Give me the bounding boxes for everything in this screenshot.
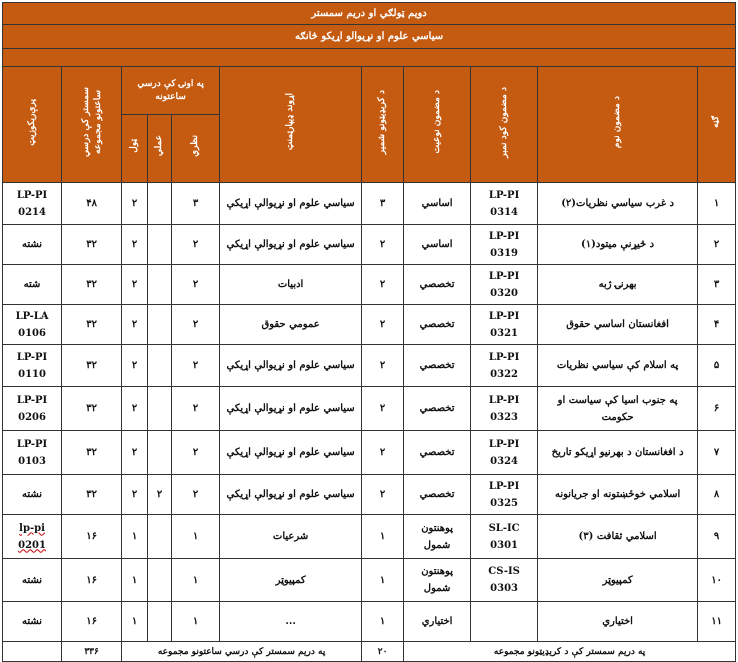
cell-total: ۲ (122, 431, 148, 475)
cell-subject-name: کمپیوټر (538, 559, 698, 602)
header-weekly-hours: په اونۍ کې درسي ساعتونه (122, 67, 220, 115)
table-row (3, 183, 736, 225)
cell-subject-code: SL-IC 0301 (471, 515, 538, 559)
cell-subject-type: تخصصي (404, 265, 471, 305)
cell-prerequisite: شته (3, 265, 62, 305)
cell-practical (148, 265, 172, 305)
cell-practical: ۲ (148, 475, 172, 515)
cell-num: ۸ (698, 475, 736, 515)
cell-subject-type: پوهنتون شمول (404, 559, 471, 602)
cell-semester-hours: ۱۶ (62, 515, 122, 559)
spacer-cell (3, 49, 736, 67)
cell-total: ۲ (122, 183, 148, 225)
cell-subject-name: اسلامي خوځښتونه او جریانونه (538, 475, 698, 515)
cell-semester-hours: ۱۶ (62, 602, 122, 642)
cell-subject-name: په جنوب اسیا کې سیاست او حکومت (538, 387, 698, 431)
cell-department: سیاسي علوم او نړیوالې اړیکې (220, 431, 362, 475)
cell-num: ۹ (698, 515, 736, 559)
table-row (3, 515, 736, 559)
cell-credits: ۱ (362, 602, 404, 642)
cell-total: ۲ (122, 265, 148, 305)
cell-num: ۲ (698, 225, 736, 265)
cell-total: ۲ (122, 475, 148, 515)
cell-subject-code: LP-PI 0325 (471, 475, 538, 515)
title-line-2: سیاسي علوم او نړیوالو اړیکو څانګه (3, 25, 736, 49)
cell-credits: ۲ (362, 475, 404, 515)
cell-practical (148, 345, 172, 387)
cell-num: ۶ (698, 387, 736, 431)
cell-subject-code: LP-PI 0319 (471, 225, 538, 265)
header-num: ګڼه (698, 67, 736, 183)
cell-credits: ۲ (362, 265, 404, 305)
cell-num: ۱۱ (698, 602, 736, 642)
cell-subject-type: تخصصي (404, 431, 471, 475)
cell-prerequisite: نشته (3, 602, 62, 642)
cell-subject-type: اساسي (404, 225, 471, 265)
header-prerequisite: پرې‌ریکوزیټ (3, 67, 62, 183)
cell-department: سیاسي علوم او نړیوالې اړیکې (220, 387, 362, 431)
cell-prerequisite: LP-PI 0214 (3, 183, 62, 225)
curriculum-sheet (2, 2, 735, 660)
cell-practical (148, 602, 172, 642)
cell-subject-code: LP-PI 0314 (471, 183, 538, 225)
cell-practical (148, 431, 172, 475)
cell-subject-code: LP-PI 0324 (471, 431, 538, 475)
cell-semester-hours: ۳۲ (62, 475, 122, 515)
cell-semester-hours: ۴۸ (62, 183, 122, 225)
header-subject-type: د مضمون نوعیت (404, 67, 471, 183)
title-line-1: دویم ټولګي او دریم سمستر (3, 3, 736, 25)
cell-department: سیاسي علوم او نړیوالې اړیکې (220, 225, 362, 265)
cell-theory: ۲ (172, 345, 220, 387)
table-row (3, 602, 736, 642)
table-row (3, 345, 736, 387)
cell-subject-code (471, 602, 538, 642)
cell-practical (148, 559, 172, 602)
header-practical: عملي (148, 115, 172, 183)
cell-total: ۱ (122, 515, 148, 559)
cell-total: ۲ (122, 225, 148, 265)
summary-credits-total: ۲۰ (362, 642, 404, 662)
cell-subject-name: د افغانستان د بهرنیو اړیکو تاریخ (538, 431, 698, 475)
cell-theory: ۲ (172, 305, 220, 345)
cell-total: ۲ (122, 387, 148, 431)
header-subject-code: د مضمون کود نمبر (471, 67, 538, 183)
cell-subject-type: تخصصي (404, 305, 471, 345)
cell-subject-type: تخصصي (404, 345, 471, 387)
cell-theory: ۲ (172, 431, 220, 475)
cell-prerequisite: نشته (3, 559, 62, 602)
cell-credits: ۳ (362, 183, 404, 225)
title-row-2 (3, 25, 736, 49)
table-row (3, 431, 736, 475)
cell-theory: ۱ (172, 515, 220, 559)
cell-subject-code: LP-PI 0322 (471, 345, 538, 387)
cell-credits: ۲ (362, 225, 404, 265)
summary-row (3, 642, 736, 662)
cell-semester-hours: ۳۲ (62, 305, 122, 345)
cell-num: ۵ (698, 345, 736, 387)
cell-subject-type: تخصصي (404, 387, 471, 431)
table-row (3, 225, 736, 265)
cell-department: شرعیات (220, 515, 362, 559)
cell-num: ۱۰ (698, 559, 736, 602)
cell-total: ۲ (122, 305, 148, 345)
cell-subject-code: LP-PI 0321 (471, 305, 538, 345)
cell-subject-name: د غرب سیاسي نظریات(۲) (538, 183, 698, 225)
cell-practical (148, 225, 172, 265)
cell-department: سیاسي علوم او نړیوالې اړیکې (220, 345, 362, 387)
table-row (3, 305, 736, 345)
cell-prerequisite: lp-pi 0201 (3, 515, 62, 559)
header-theory: نظري (172, 115, 220, 183)
cell-credits: ۲ (362, 345, 404, 387)
summary-hours-label: په دریم سمستر کې درسي ساعتونو مجموعه (122, 642, 362, 662)
header-semester-hours: سمستر کې درسي ساعتونو مجموعه (62, 67, 122, 183)
cell-practical (148, 387, 172, 431)
header-row-1 (3, 67, 736, 115)
spacer-row (3, 49, 736, 67)
cell-total: ۱ (122, 602, 148, 642)
header-total: ټول (122, 115, 148, 183)
cell-semester-hours: ۳۲ (62, 431, 122, 475)
cell-subject-name: په اسلام کې سیاسي نظریات (538, 345, 698, 387)
cell-department: عمومي حقوق (220, 305, 362, 345)
cell-theory: ۲ (172, 475, 220, 515)
title-row-1 (3, 3, 736, 25)
cell-semester-hours: ۳۲ (62, 345, 122, 387)
summary-empty (3, 642, 62, 662)
cell-subject-type: اساسي (404, 183, 471, 225)
cell-credits: ۲ (362, 305, 404, 345)
cell-credits: ۱ (362, 559, 404, 602)
cell-subject-code: LP-PI 0320 (471, 265, 538, 305)
cell-prerequisite: LP-PI 0103 (3, 431, 62, 475)
cell-theory: ۳ (172, 183, 220, 225)
table-row (3, 387, 736, 431)
cell-theory: ۱ (172, 602, 220, 642)
table-row (3, 475, 736, 515)
cell-prerequisite: نشته (3, 225, 62, 265)
cell-prerequisite: نشته (3, 475, 62, 515)
cell-num: ۴ (698, 305, 736, 345)
curriculum-table (2, 2, 736, 662)
cell-department: سیاسي علوم او نړیوالې اړیکې (220, 475, 362, 515)
cell-semester-hours: ۱۶ (62, 559, 122, 602)
cell-theory: ۲ (172, 265, 220, 305)
cell-prerequisite: LP-PI 0110 (3, 345, 62, 387)
cell-theory: ۲ (172, 225, 220, 265)
cell-practical (148, 305, 172, 345)
summary-credits-label: په دریم سمستر کې د کریډیټونو مجموعه (404, 642, 736, 662)
cell-credits: ۲ (362, 431, 404, 475)
table-body (3, 183, 736, 642)
cell-theory: ۲ (172, 387, 220, 431)
cell-subject-type: تخصصي (404, 475, 471, 515)
cell-subject-code: CS-IS 0303 (471, 559, 538, 602)
cell-department: سیاسي علوم او نړیوالې اړیکې (220, 183, 362, 225)
cell-theory: ۱ (172, 559, 220, 602)
cell-subject-name: د څیړنې میتود(۱) (538, 225, 698, 265)
cell-prerequisite: LP-PI 0206 (3, 387, 62, 431)
cell-credits: ۲ (362, 387, 404, 431)
cell-semester-hours: ۳۲ (62, 265, 122, 305)
cell-total: ۱ (122, 559, 148, 602)
cell-semester-hours: ۳۲ (62, 387, 122, 431)
cell-num: ۳ (698, 265, 736, 305)
cell-practical (148, 515, 172, 559)
header-credits: د کریډیټونو شمیر (362, 67, 404, 183)
header-subject-name: د مضمون نوم (538, 67, 698, 183)
cell-subject-name: افغانستان اساسي حقوق (538, 305, 698, 345)
summary-hours-total: ۳۳۶ (62, 642, 122, 662)
cell-total: ۲ (122, 345, 148, 387)
cell-num: ۷ (698, 431, 736, 475)
cell-department: ادبیات (220, 265, 362, 305)
cell-num: ۱ (698, 183, 736, 225)
cell-semester-hours: ۳۲ (62, 225, 122, 265)
cell-subject-type: پوهنتون شمول (404, 515, 471, 559)
cell-practical (148, 183, 172, 225)
cell-department: ... (220, 602, 362, 642)
cell-subject-name: بهرنۍ ژبه (538, 265, 698, 305)
table-row (3, 559, 736, 602)
table-row (3, 265, 736, 305)
cell-credits: ۱ (362, 515, 404, 559)
cell-prerequisite: LP-LA 0106 (3, 305, 62, 345)
cell-subject-type: اختیاري (404, 602, 471, 642)
cell-subject-code: LP-PI 0323 (471, 387, 538, 431)
header-department: اړوند ډیپارټمنټ (220, 67, 362, 183)
cell-department: کمپیوټر (220, 559, 362, 602)
cell-subject-name: اسلامي ثقافت (۳) (538, 515, 698, 559)
cell-subject-name: اختیاري (538, 602, 698, 642)
